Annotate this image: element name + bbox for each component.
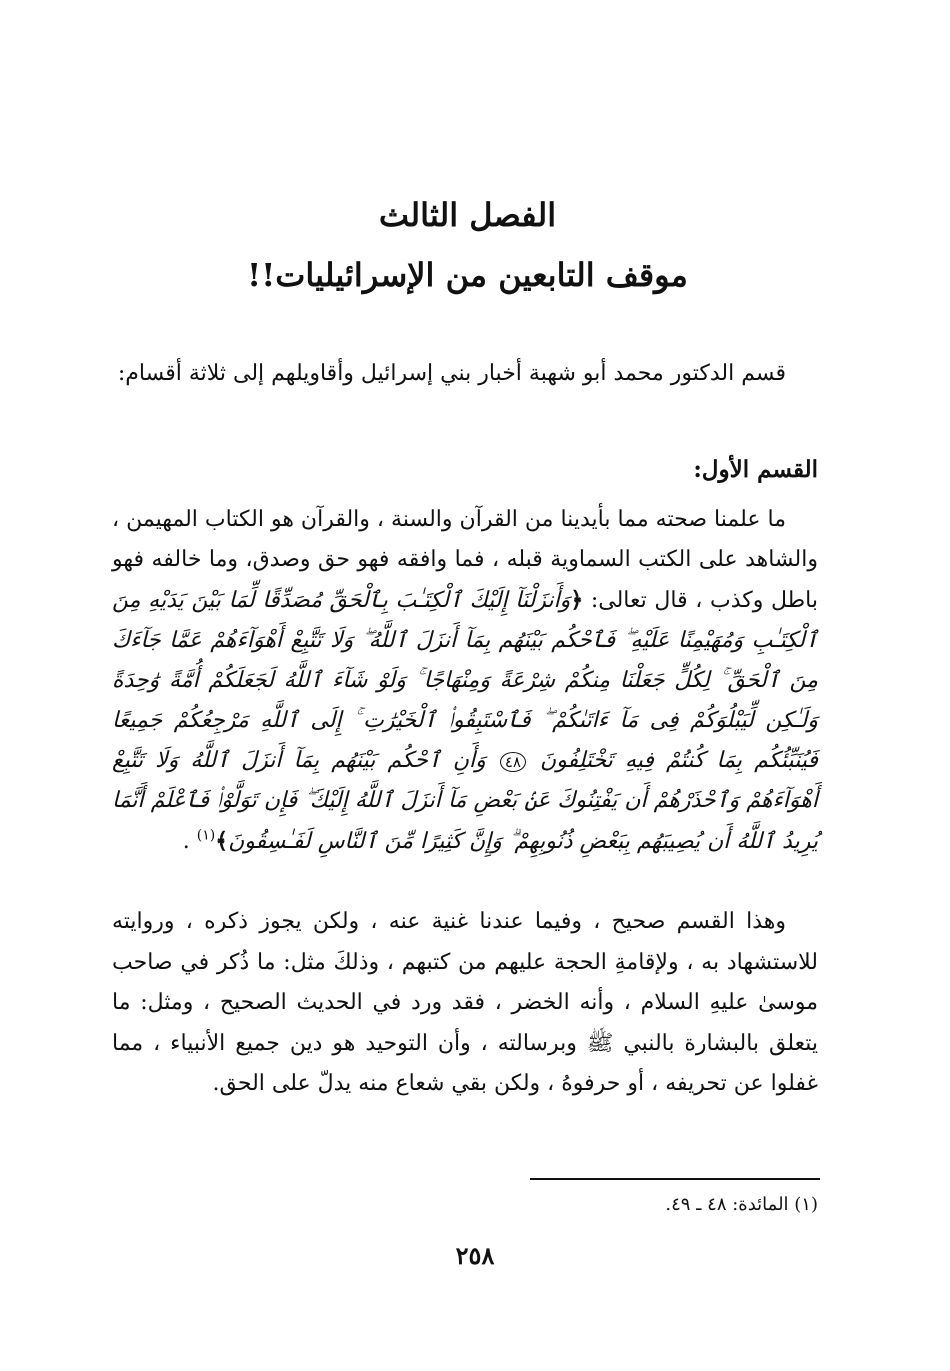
section-prose: ما علمنا صحته مما بأيدينا من القرآن والسنة ، والقرآن هو الكتاب المهيمن ، والشاهد على الكتب السماوية قبله ، فما وافقه فهو حق وصدق، وما خالفه فهو باطل وكذب ، قال تعالى: — [112, 507, 819, 613]
verse-text-part2: وَأَنِ ٱحْكُم بَيْنَهُم بِمَآ أَنزَلَ ٱللَّهُ وَلَا تَتَّبِعْ أَهْوَآءَهُمْ وَٱحْذَرْهُمْ أَن يَفْتِنُوكَ عَنۢ بَعْضِ مَآ أَنزَلَ ٱللَّهُ إِلَيْكَ ۖ فَإِن تَوَلَّوْا۟ فَٱعْلَمْ أَنَّمَا يُرِيدُ ٱللَّهُ أَن يُصِيبَهُم بِبَعْضِ ذُنُوبِهِمْ ۗ وَإِنَّ كَثِيرًا مِّنَ ٱلنَّاسِ لَفَـٰسِقُونَ — [112, 748, 818, 854]
chapter-subtitle: موقف التابعين من الإسرائيليات!! — [247, 256, 688, 294]
verse-text-part1: وَأَنزَلْنَآ إِلَيْكَ ٱلْكِتَـٰبَ بِٱلْحَقِّ مُصَدِّقًا لِّمَا بَيْنَ يَدَيْهِ مِنَ ٱلْكِتَـٰبِ وَمُهَيْمِنًا عَلَيْهِ ۖ فَٱحْكُم بَيْنَهُم بِمَآ أَنزَلَ ٱللَّهُ ۖ وَلَا تَتَّبِعْ أَهْوَآءَهُمْ عَمَّا جَآءَكَ مِنَ ٱلْحَقِّ ۚ لِكُلٍّ جَعَلْنَا مِنكُمْ شِرْعَةً وَمِنْهَاجًا ۚ وَلَوْ شَآءَ ٱللَّهُ لَجَعَلَكُمْ أُمَّةً وَٰحِدَةً وَلَـٰكِن لِّيَبْلُوَكُمْ فِى مَآ ءَاتَىٰكُمْ ۖ فَٱسْتَبِقُوا۟ ٱلْخَيْرَٰتِ ۚ إِلَى ٱللَّهِ مَرْجِعُكُمْ جَمِيعًا فَيُنَبِّئُكُم بِمَا كُنتُمْ فِيهِ تَخْتَلِفُونَ — [112, 588, 818, 773]
paragraph-three-text: وهذا القسم صحيح ، وفيما عندنا غنية عنه ، ولكن يجوز ذكره ، وروايته للاستشهاد به ، ولإقامةِ الحجة عليهم من كتبهم ، وذلكَ مثل: ما ذُكر في صاحب موسىٰ عليهِ السلام ، وأنه الخضر ، فقد ورد في الحديث الصحيح ، ومثل: ما يتعلق بالبشارة بالنبي ﷺ وبرسالته ، وأن التوحيد هو دين جميع الأنبياء ، مما غفلوا عن تحريفه ، أو حرفوهُ ، ولكن بقي شعاع منه يدلّ على الحق. — [112, 909, 818, 1096]
chapter-title: الفصل الثالث — [378, 196, 557, 234]
footnote: (١) المائدة: ٤٨ ـ ٤٩. — [665, 1194, 818, 1215]
verse-open-bracket: ﴿ — [570, 587, 584, 613]
page-number: ٢٥٨ — [455, 1241, 495, 1270]
footnote-divider — [530, 1178, 820, 1180]
verse-number-marker: ٤٨ — [500, 752, 526, 772]
quran-verse — [112, 588, 818, 854]
section-heading: القسم الأول: — [693, 456, 818, 483]
end-mark: . — [182, 829, 190, 854]
intro-text: قسم الدكتور محمد أبو شهبة أخبار بني إسرائيل وأقاويلهم إلى ثلاثة أقسام: — [117, 361, 786, 386]
intro-paragraph — [112, 352, 818, 395]
section-paragraph — [112, 500, 818, 862]
footnote-reference[interactable]: (١) — [196, 827, 216, 844]
paragraph-three — [112, 902, 818, 1105]
verse-close-bracket: ﴾ — [215, 828, 229, 854]
